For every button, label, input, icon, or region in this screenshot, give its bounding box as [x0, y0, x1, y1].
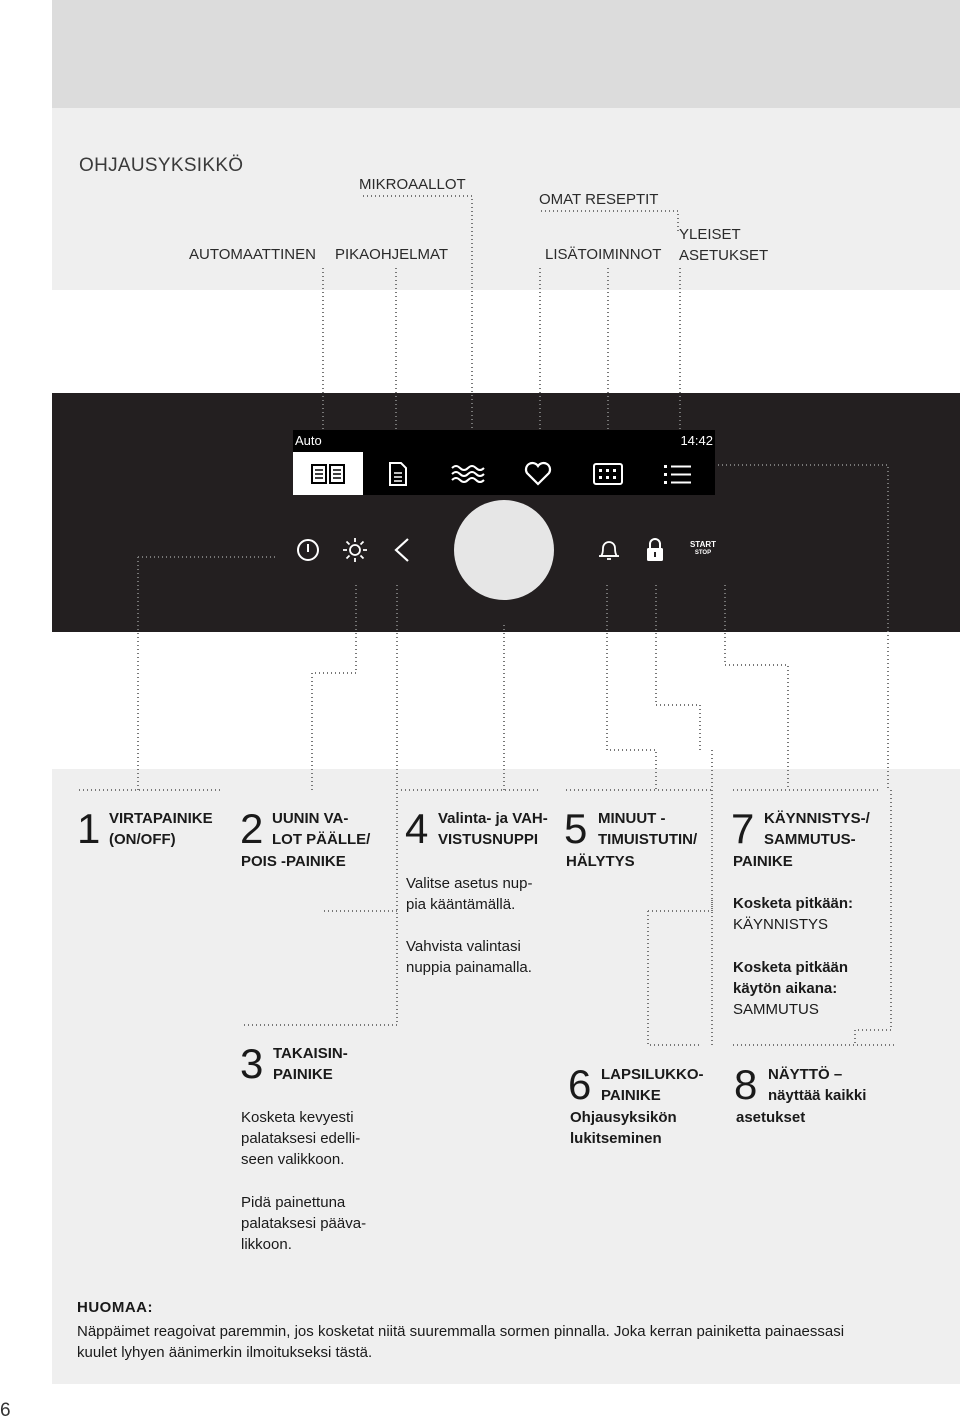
item-7-text-1: KÄYNNISTYS	[733, 916, 829, 933]
item-3-number: 3	[240, 1040, 264, 1087]
item-7-text-2: SAMMUTUS	[733, 1001, 819, 1018]
label-asetukset: ASETUKSET	[679, 247, 769, 264]
item-5-title-a: MINUUT -	[598, 810, 666, 827]
item-4-text-2: pia kääntämällä.	[406, 896, 516, 913]
item-4-title-b: VISTUSNUPPI	[438, 831, 539, 848]
screen-mode-label: Auto	[295, 433, 322, 448]
page-number: 6	[0, 1400, 11, 1421]
item-4-title-a: Valinta- ja VAH-	[438, 810, 548, 827]
item-7-number: 7	[731, 805, 755, 852]
item-6-title-b: PAINIKE	[601, 1087, 661, 1104]
section-heading: OHJAUSYKSIKKÖ	[79, 155, 244, 176]
item-8-title-b: näyttää kaikki	[768, 1087, 867, 1104]
item-2-title-b: LOT PÄÄLLE/	[272, 831, 371, 848]
item-3-text-5: palataksesi pääva-	[241, 1215, 367, 1232]
item-7-title-c: PAINIKE	[733, 853, 793, 870]
item-1-title-b: (ON/OFF)	[109, 831, 176, 848]
item-8-title-c: asetukset	[736, 1109, 806, 1126]
item-3-text-6: likkoon.	[241, 1236, 292, 1253]
note-title: HUOMAA:	[77, 1299, 153, 1316]
item-2-title-a: UUNIN VA-	[272, 810, 349, 827]
note-body	[77, 1321, 917, 1363]
label-pikaohjelmat: PIKAOHJELMAT	[335, 246, 449, 263]
item-6-title-c: Ohjausyksikön	[570, 1109, 677, 1126]
item-7-title-b: SAMMUTUS-	[764, 831, 856, 848]
note-line-1: Näppäimet reagoivat paremmin, jos kosketat niitä suuremmalla sormen pinnalla. Joka kerran painiketta painaessasi	[77, 1323, 845, 1340]
note-line-2: kuulet lyhyen äänimerkin ilmoitukseksi tästä.	[77, 1344, 373, 1361]
item-4-number: 4	[405, 805, 429, 852]
label-mikroaallot: MIKROAALLOT	[359, 176, 466, 193]
item-6-number: 6	[568, 1061, 592, 1108]
item-7-bold-3: käytön aikana:	[733, 980, 838, 997]
start-label: START	[689, 540, 717, 549]
item-7-bold-1: Kosketa pitkään:	[733, 895, 854, 912]
item-2-number: 2	[240, 805, 264, 852]
label-automaattinen: AUTOMAATTINEN	[189, 246, 316, 263]
item-8-title-a: NÄYTTÖ –	[768, 1066, 843, 1083]
item-3-text-4: Pidä painettuna	[241, 1194, 346, 1211]
item-7-title-a: KÄYNNISTYS-/	[764, 810, 870, 827]
label-yleiset: YLEISET	[679, 226, 741, 243]
item-4-text-4: nuppia painamalla.	[406, 959, 532, 976]
item-5-title-b: TIMUISTUTIN/	[598, 831, 698, 848]
item-3-text-3: seen valikkoon.	[241, 1151, 345, 1168]
item-3-title-b: PAINIKE	[273, 1066, 333, 1083]
item-3-text-2: palataksesi edelli-	[241, 1130, 361, 1147]
label-lisatoiminnot: LISÄTOIMINNOT	[545, 246, 662, 263]
item-5-title-c: HÄLYTYS	[566, 853, 635, 870]
item-5-number: 5	[564, 805, 588, 852]
item-1-number: 1	[77, 805, 101, 852]
stop-label: STOP	[694, 550, 712, 556]
item-1-title-a: VIRTAPAINIKE	[109, 810, 213, 827]
item-4-text-1: Valitse asetus nup-	[406, 875, 533, 892]
item-6-title-a: LAPSILUKKO-	[601, 1066, 704, 1083]
item-3-title-a: TAKAISIN-	[273, 1045, 348, 1062]
item-7-bold-2: Kosketa pitkään	[733, 959, 849, 976]
screen-clock: 14:42	[680, 433, 713, 448]
item-2-title-c: POIS -PAINIKE	[241, 853, 346, 870]
label-omat-reseptit: OMAT RESEPTIT	[539, 191, 659, 208]
item-4-text-3: Vahvista valintasi	[406, 938, 521, 955]
item-8-number: 8	[734, 1061, 758, 1108]
item-3-text-1: Kosketa kevyesti	[241, 1109, 354, 1126]
item-6-title-d: lukitseminen	[570, 1130, 662, 1147]
